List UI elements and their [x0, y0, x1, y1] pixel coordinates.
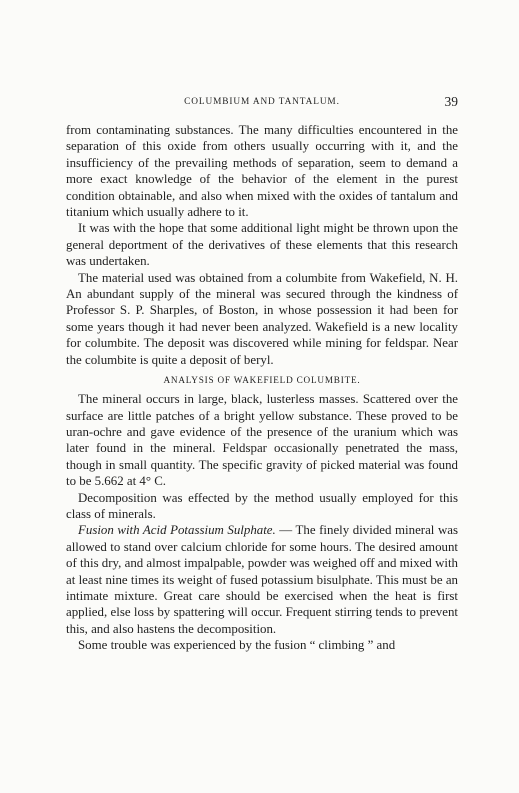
running-title: COLUMBIUM AND TANTALUM.: [184, 97, 340, 107]
paragraph-continuation: from contaminating substances. The many difficulties encountered in the separation of this oxide from others usually occurring with it, and the insufficiency of the prevailing methods of separation, seem to demand a more exact knowledge of the behavior of the element in the purest condition obtainable, and also when mixed with the oxides of tantalum and titanium which usually adhere to it.: [66, 123, 458, 220]
page-header: [66, 94, 458, 112]
section-heading: ANALYSIS OF WAKEFIELD COLUMBITE.: [163, 375, 361, 386]
fusion-text: — The finely divided mineral was allowed to stand over calcium chloride for some hours. The desired amount of this dry, and almost impalpable, powder was weighed off and mixed with at least nine times its weight of fused potassium bisulphate. This must be an intimate mixture. Great care should be exercised when the heat is first applied, else loss by spattering will occur. Frequent stirring tends to prevent this, and also hastens the decomposition.: [66, 523, 459, 636]
fusion-subheading: Fusion with Acid Potassium Sulphate.: [78, 523, 276, 538]
page-number: 39: [444, 94, 458, 109]
paragraph-fusion: [66, 522, 458, 637]
paragraph-research-purpose: It was with the hope that some additional light might be thrown upon the general deportment of the derivatives of these elements that this research was undertaken.: [66, 221, 458, 269]
paragraph-mineral-description: The mineral occurs in large, black, lusterless masses. Scattered over the surface are little patches of a bright yellow substance. These proved to be uran-ochre and gave evidence of the presence of the uranium which was later found in the mineral. Feldspar occasionally penetrated the mass, though in small quantity. The specific gravity of picked material was found to be 5.662 at 4° C.: [66, 392, 458, 489]
paragraph-material-source: The material used was obtained from a columbite from Wakefield, N. H. An abundant supply of the mineral was secured through the kindness of Professor S. P. Sharples, of Boston, in whose possession it had been for some years though it had never been analyzed. Wakefield is a new locality for columbite. The deposit was discovered while mining for feldspar. Near the columbite is quite a deposit of beryl.: [66, 270, 458, 367]
paragraph-trouble: Some trouble was experienced by the fusion “ climbing ” and: [78, 638, 396, 653]
paragraph-decomposition: Decomposition was effected by the method usually employed for this class of minerals.: [66, 490, 458, 521]
body-text: [66, 122, 458, 654]
